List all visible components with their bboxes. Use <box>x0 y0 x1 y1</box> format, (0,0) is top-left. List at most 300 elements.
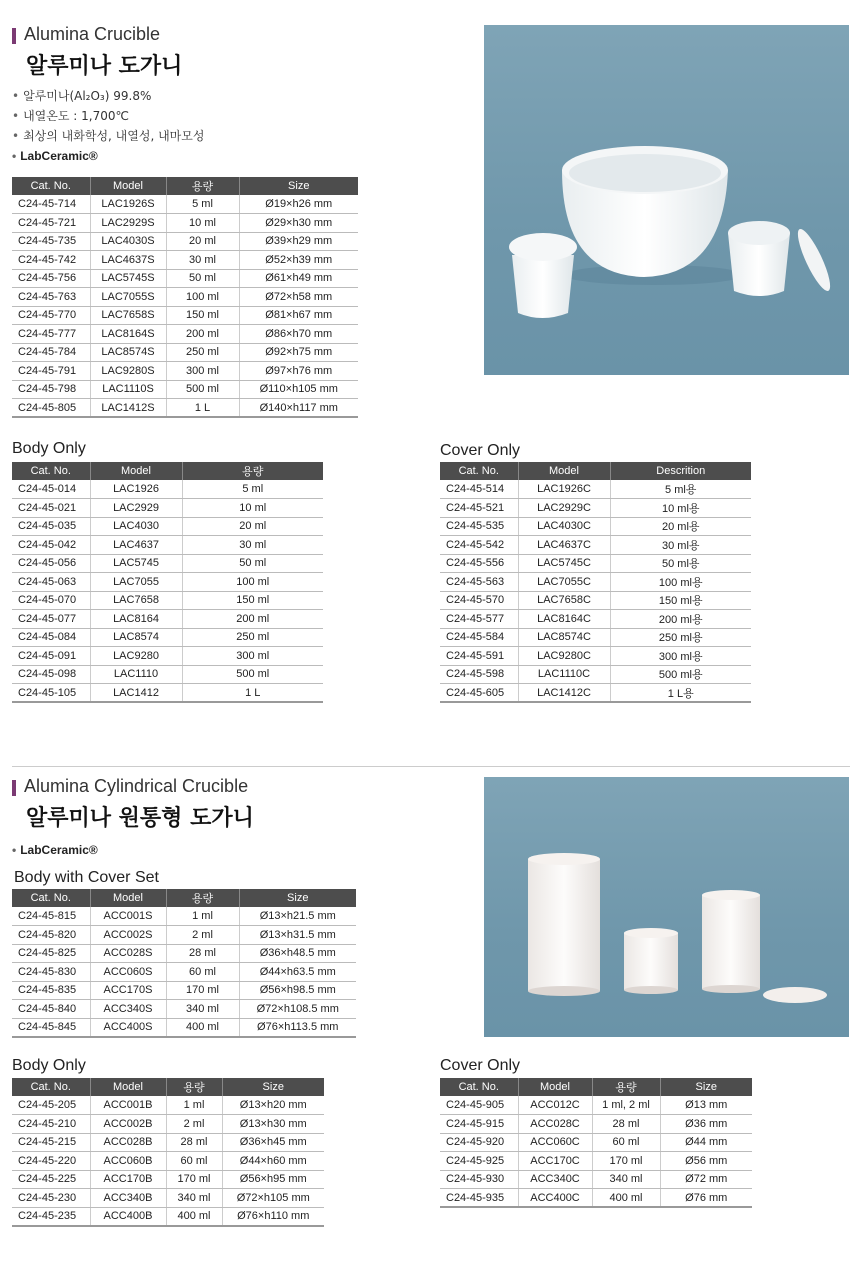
table-row <box>12 926 356 945</box>
column-header: Model <box>518 1078 592 1096</box>
value-cell: 1 ml, 2 ml <box>592 1096 660 1115</box>
value-cell: 2 ml <box>166 1115 222 1134</box>
column-header: 용량 <box>166 177 239 195</box>
value-cell: 150 ml용 <box>610 591 751 610</box>
model-cell: LAC8574C <box>518 628 610 647</box>
model-cell: LAC7658 <box>90 591 182 610</box>
value-cell: 250 ml <box>182 628 323 647</box>
model-cell: LAC8574S <box>90 343 166 362</box>
model-cell: LAC7658S <box>90 306 166 325</box>
column-header: Model <box>90 1078 166 1096</box>
table-row <box>440 573 751 592</box>
cat-no-cell: C24-45-210 <box>12 1115 90 1134</box>
value-cell: 150 ml <box>166 306 239 325</box>
cat-no-cell: C24-45-205 <box>12 1096 90 1115</box>
column-header: Cat. No. <box>12 177 90 195</box>
model-cell: LAC1110C <box>518 665 610 684</box>
model-cell: LAC2929C <box>518 499 610 518</box>
cat-no-cell: C24-45-925 <box>440 1152 518 1171</box>
value-cell: 1 ml <box>166 1096 222 1115</box>
table-row <box>12 1152 324 1171</box>
model-cell: LAC5745 <box>90 554 182 573</box>
section1-header <box>12 24 182 80</box>
value-cell: Ø44×h60 mm <box>222 1152 324 1171</box>
table-row <box>12 1115 324 1134</box>
table-row <box>440 1170 752 1189</box>
table-row <box>12 480 323 499</box>
value-cell: 170 ml <box>592 1152 660 1171</box>
cat-no-cell: C24-45-721 <box>12 214 90 233</box>
section2-title-ko: 알루미나 원통형 도가니 <box>26 806 254 831</box>
section1-title-en: Alumina Crucible <box>24 24 161 44</box>
cat-no-cell: C24-45-735 <box>12 232 90 251</box>
model-cell: LAC4637 <box>90 536 182 555</box>
value-cell: 5 ml용 <box>610 480 751 499</box>
table-row <box>440 536 751 555</box>
value-cell: 50 ml <box>182 554 323 573</box>
value-cell: Ø13×h20 mm <box>222 1096 324 1115</box>
column-header: Model <box>90 889 166 907</box>
cat-no-cell: C24-45-935 <box>440 1189 518 1208</box>
value-cell: 60 ml <box>592 1133 660 1152</box>
cat-no-cell: C24-45-070 <box>12 591 90 610</box>
table-row <box>440 628 751 647</box>
value-cell: 28 ml <box>166 1133 222 1152</box>
model-cell: LAC1110S <box>90 380 166 399</box>
section2-header <box>12 776 254 832</box>
cat-no-cell: C24-45-763 <box>12 288 90 307</box>
section2-body-only-title: Body Only <box>12 1057 86 1074</box>
cat-no-cell: C24-45-091 <box>12 647 90 666</box>
cat-no-cell: C24-45-756 <box>12 269 90 288</box>
column-header: Size <box>660 1078 752 1096</box>
bullet-material: • 알루미나(Al₂O₃) 99.8% <box>12 86 204 106</box>
table-row <box>12 1189 324 1208</box>
cat-no-cell: C24-45-835 <box>12 981 90 1000</box>
value-cell: Ø36 mm <box>660 1115 752 1134</box>
cat-no-cell: C24-45-605 <box>440 684 518 703</box>
section2-title-en: Alumina Cylindrical Crucible <box>24 776 249 796</box>
column-header: Model <box>518 462 610 480</box>
model-cell: LAC8574 <box>90 628 182 647</box>
table-row <box>12 232 358 251</box>
table-row <box>12 647 323 666</box>
model-cell: ACC340B <box>90 1189 166 1208</box>
section1-bullets <box>12 86 204 166</box>
model-cell: LAC8164 <box>90 610 182 629</box>
value-cell: 28 ml <box>166 944 239 963</box>
cat-no-cell: C24-45-805 <box>12 399 90 418</box>
table-row <box>440 499 751 518</box>
cat-no-cell: C24-45-556 <box>440 554 518 573</box>
bullet-temperature: • 내열온도 : 1,700℃ <box>12 106 204 126</box>
cat-no-cell: C24-45-584 <box>440 628 518 647</box>
cat-no-cell: C24-45-056 <box>12 554 90 573</box>
value-cell: Ø72 mm <box>660 1170 752 1189</box>
brand-label: • LabCeramic® <box>12 146 204 166</box>
cat-no-cell: C24-45-230 <box>12 1189 90 1208</box>
model-cell: LAC9280 <box>90 647 182 666</box>
table-row <box>12 399 358 418</box>
value-cell: 5 ml <box>182 480 323 499</box>
table-row <box>12 362 358 381</box>
value-cell: 340 ml <box>592 1170 660 1189</box>
section2-cover-only-table <box>440 1078 752 1208</box>
value-cell: 300 ml <box>182 647 323 666</box>
cat-no-cell: C24-45-905 <box>440 1096 518 1115</box>
model-cell: LAC9280C <box>518 647 610 666</box>
cat-no-cell: C24-45-825 <box>12 944 90 963</box>
table-row <box>12 380 358 399</box>
cat-no-cell: C24-45-591 <box>440 647 518 666</box>
table-row <box>440 517 751 536</box>
value-cell: Ø44 mm <box>660 1133 752 1152</box>
cat-no-cell: C24-45-777 <box>12 325 90 344</box>
value-cell: 2 ml <box>166 926 239 945</box>
table-row <box>12 517 323 536</box>
cat-no-cell: C24-45-791 <box>12 362 90 381</box>
table-row <box>12 195 358 214</box>
table-row <box>12 944 356 963</box>
model-cell: LAC2929 <box>90 499 182 518</box>
cat-no-cell: C24-45-035 <box>12 517 90 536</box>
section1-set-table <box>12 177 358 418</box>
value-cell: 500 ml <box>166 380 239 399</box>
value-cell: 340 ml <box>166 1000 239 1019</box>
value-cell: Ø76 mm <box>660 1189 752 1208</box>
value-cell: Ø44×h63.5 mm <box>239 963 356 982</box>
table-row <box>12 1096 324 1115</box>
model-cell: ACC400B <box>90 1207 166 1226</box>
value-cell: 400 ml <box>166 1018 239 1037</box>
model-cell: ACC060S <box>90 963 166 982</box>
value-cell: 300 ml용 <box>610 647 751 666</box>
cat-no-cell: C24-45-042 <box>12 536 90 555</box>
cat-no-cell: C24-45-235 <box>12 1207 90 1226</box>
cat-no-cell: C24-45-215 <box>12 1133 90 1152</box>
value-cell: 1 ml <box>166 907 239 926</box>
value-cell: Ø36×h45 mm <box>222 1133 324 1152</box>
model-cell: LAC1926S <box>90 195 166 214</box>
table-row <box>440 1133 752 1152</box>
model-cell: LAC1412C <box>518 684 610 703</box>
alumina-cylindrical-crucible-photo <box>484 777 849 1037</box>
model-cell: LAC1926C <box>518 480 610 499</box>
value-cell: Ø76×h110 mm <box>222 1207 324 1226</box>
value-cell: Ø13×h21.5 mm <box>239 907 356 926</box>
section2-bullets <box>12 840 98 860</box>
model-cell: ACC170C <box>518 1152 592 1171</box>
value-cell: Ø140×h117 mm <box>239 399 358 418</box>
value-cell: 20 ml <box>166 232 239 251</box>
section-divider <box>12 766 850 767</box>
model-cell: LAC1412 <box>90 684 182 703</box>
value-cell: 10 ml <box>166 214 239 233</box>
column-header: 용량 <box>182 462 323 480</box>
cat-no-cell: C24-45-820 <box>12 926 90 945</box>
value-cell: 400 ml <box>592 1189 660 1208</box>
value-cell: Ø86×h70 mm <box>239 325 358 344</box>
value-cell: 250 ml <box>166 343 239 362</box>
model-cell: LAC8164C <box>518 610 610 629</box>
model-cell: LAC8164S <box>90 325 166 344</box>
model-cell: LAC7055S <box>90 288 166 307</box>
cat-no-cell: C24-45-542 <box>440 536 518 555</box>
cat-no-cell: C24-45-845 <box>12 1018 90 1037</box>
table-row <box>12 907 356 926</box>
cat-no-cell: C24-45-077 <box>12 610 90 629</box>
value-cell: 30 ml <box>166 251 239 270</box>
value-cell: Ø97×h76 mm <box>239 362 358 381</box>
model-cell: ACC028B <box>90 1133 166 1152</box>
table-row <box>12 288 358 307</box>
model-cell: LAC4637C <box>518 536 610 555</box>
cat-no-cell: C24-45-220 <box>12 1152 90 1171</box>
table-row <box>440 610 751 629</box>
brand-label: • LabCeramic® <box>12 840 98 860</box>
value-cell: 400 ml <box>166 1207 222 1226</box>
column-header: Size <box>239 177 358 195</box>
cylindrical-crucible-illustration <box>484 777 849 1037</box>
value-cell: Ø72×h105 mm <box>222 1189 324 1208</box>
column-header: 용량 <box>166 1078 222 1096</box>
section1-cover-only-table <box>440 462 751 703</box>
table-row <box>440 1115 752 1134</box>
model-cell: LAC5745C <box>518 554 610 573</box>
column-header: Model <box>90 177 166 195</box>
table-row <box>12 536 323 555</box>
section-marker <box>12 28 16 44</box>
value-cell: 300 ml <box>166 362 239 381</box>
column-header: Cat. No. <box>12 889 90 907</box>
column-header: Model <box>90 462 182 480</box>
table-row <box>440 1189 752 1208</box>
value-cell: 170 ml <box>166 1170 222 1189</box>
table-row <box>12 1018 356 1037</box>
cat-no-cell: C24-45-598 <box>440 665 518 684</box>
model-cell: ACC170B <box>90 1170 166 1189</box>
value-cell: 100 ml <box>166 288 239 307</box>
value-cell: 100 ml용 <box>610 573 751 592</box>
model-cell: LAC4030S <box>90 232 166 251</box>
table-row <box>12 554 323 573</box>
cat-no-cell: C24-45-514 <box>440 480 518 499</box>
table-row <box>12 628 323 647</box>
model-cell: LAC7055C <box>518 573 610 592</box>
cat-no-cell: C24-45-021 <box>12 499 90 518</box>
model-cell: ACC028S <box>90 944 166 963</box>
model-cell: ACC002B <box>90 1115 166 1134</box>
value-cell: 1 L용 <box>610 684 751 703</box>
model-cell: ACC002S <box>90 926 166 945</box>
cat-no-cell: C24-45-714 <box>12 195 90 214</box>
value-cell: Ø13 mm <box>660 1096 752 1115</box>
section1-body-only-table <box>12 462 323 703</box>
table-row <box>12 306 358 325</box>
cat-no-cell: C24-45-815 <box>12 907 90 926</box>
value-cell: 170 ml <box>166 981 239 1000</box>
column-header: Cat. No. <box>12 1078 90 1096</box>
cat-no-cell: C24-45-521 <box>440 499 518 518</box>
table-row <box>12 325 358 344</box>
model-cell: ACC001B <box>90 1096 166 1115</box>
model-cell: ACC060C <box>518 1133 592 1152</box>
value-cell: 1 L <box>182 684 323 703</box>
section2-set-title: Body with Cover Set <box>14 869 159 886</box>
value-cell: 20 ml <box>182 517 323 536</box>
model-cell: LAC1926 <box>90 480 182 499</box>
value-cell: 10 ml <box>182 499 323 518</box>
value-cell: 60 ml <box>166 1152 222 1171</box>
value-cell: Ø76×h113.5 mm <box>239 1018 356 1037</box>
section1-title-ko: 알루미나 도가니 <box>26 54 183 79</box>
value-cell: 60 ml <box>166 963 239 982</box>
model-cell: ACC028C <box>518 1115 592 1134</box>
value-cell: Ø36×h48.5 mm <box>239 944 356 963</box>
table-row <box>440 480 751 499</box>
value-cell: Ø81×h67 mm <box>239 306 358 325</box>
cat-no-cell: C24-45-798 <box>12 380 90 399</box>
model-cell: LAC1110 <box>90 665 182 684</box>
table-row <box>440 665 751 684</box>
cat-no-cell: C24-45-784 <box>12 343 90 362</box>
column-header: Size <box>239 889 356 907</box>
column-header: Descrition <box>610 462 751 480</box>
value-cell: Ø39×h29 mm <box>239 232 358 251</box>
table-row <box>12 610 323 629</box>
value-cell: 250 ml용 <box>610 628 751 647</box>
model-cell: LAC1412S <box>90 399 166 418</box>
section2-cover-only-title: Cover Only <box>440 1057 521 1074</box>
section-marker <box>12 780 16 796</box>
value-cell: Ø52×h39 mm <box>239 251 358 270</box>
table-row <box>12 684 323 703</box>
cat-no-cell: C24-45-084 <box>12 628 90 647</box>
model-cell: ACC060B <box>90 1152 166 1171</box>
model-cell: LAC7658C <box>518 591 610 610</box>
table-row <box>12 665 323 684</box>
value-cell: 100 ml <box>182 573 323 592</box>
value-cell: 10 ml용 <box>610 499 751 518</box>
table-row <box>440 554 751 573</box>
value-cell: Ø56×h98.5 mm <box>239 981 356 1000</box>
value-cell: Ø29×h30 mm <box>239 214 358 233</box>
table-row <box>440 1152 752 1171</box>
value-cell: Ø13×h31.5 mm <box>239 926 356 945</box>
model-cell: ACC340S <box>90 1000 166 1019</box>
section2-set-table <box>12 889 356 1038</box>
value-cell: Ø13×h30 mm <box>222 1115 324 1134</box>
model-cell: ACC012C <box>518 1096 592 1115</box>
value-cell: 28 ml <box>592 1115 660 1134</box>
table-row <box>12 343 358 362</box>
table-row <box>12 573 323 592</box>
value-cell: Ø56 mm <box>660 1152 752 1171</box>
value-cell: 150 ml <box>182 591 323 610</box>
model-cell: ACC340C <box>518 1170 592 1189</box>
model-cell: LAC4637S <box>90 251 166 270</box>
table-row <box>440 647 751 666</box>
value-cell: Ø110×h105 mm <box>239 380 358 399</box>
section1-body-only-title: Body Only <box>12 440 86 457</box>
column-header: Cat. No. <box>440 1078 518 1096</box>
table-row <box>12 251 358 270</box>
value-cell: 200 ml <box>182 610 323 629</box>
value-cell: 500 ml <box>182 665 323 684</box>
column-header: 용량 <box>166 889 239 907</box>
cat-no-cell: C24-45-105 <box>12 684 90 703</box>
table-row <box>440 1096 752 1115</box>
cat-no-cell: C24-45-930 <box>440 1170 518 1189</box>
cat-no-cell: C24-45-570 <box>440 591 518 610</box>
model-cell: ACC400C <box>518 1189 592 1208</box>
column-header: 용량 <box>592 1078 660 1096</box>
model-cell: LAC7055 <box>90 573 182 592</box>
model-cell: ACC170S <box>90 981 166 1000</box>
section1-cover-only-title: Cover Only <box>440 442 521 459</box>
table-row <box>12 1133 324 1152</box>
cat-no-cell: C24-45-840 <box>12 1000 90 1019</box>
crucible-illustration <box>484 25 849 375</box>
cat-no-cell: C24-45-563 <box>440 573 518 592</box>
value-cell: 30 ml용 <box>610 536 751 555</box>
cat-no-cell: C24-45-535 <box>440 517 518 536</box>
value-cell: Ø56×h95 mm <box>222 1170 324 1189</box>
table-row <box>12 1170 324 1189</box>
model-cell: ACC001S <box>90 907 166 926</box>
value-cell: 200 ml <box>166 325 239 344</box>
column-header: Cat. No. <box>440 462 518 480</box>
table-row <box>12 1000 356 1019</box>
value-cell: Ø19×h26 mm <box>239 195 358 214</box>
model-cell: LAC9280S <box>90 362 166 381</box>
cat-no-cell: C24-45-225 <box>12 1170 90 1189</box>
value-cell: 5 ml <box>166 195 239 214</box>
value-cell: 30 ml <box>182 536 323 555</box>
column-header: Size <box>222 1078 324 1096</box>
table-row <box>12 981 356 1000</box>
bullet-resistance: • 최상의 내화학성, 내열성, 내마모성 <box>12 126 204 146</box>
table-row <box>12 269 358 288</box>
value-cell: Ø61×h49 mm <box>239 269 358 288</box>
table-row <box>12 1207 324 1226</box>
value-cell: Ø72×h58 mm <box>239 288 358 307</box>
value-cell: Ø72×h108.5 mm <box>239 1000 356 1019</box>
cat-no-cell: C24-45-014 <box>12 480 90 499</box>
model-cell: LAC5745S <box>90 269 166 288</box>
alumina-crucible-photo <box>484 25 849 375</box>
model-cell: LAC4030 <box>90 517 182 536</box>
table-row <box>12 499 323 518</box>
table-row <box>12 963 356 982</box>
value-cell: 340 ml <box>166 1189 222 1208</box>
value-cell: 1 L <box>166 399 239 418</box>
model-cell: LAC4030C <box>518 517 610 536</box>
cat-no-cell: C24-45-098 <box>12 665 90 684</box>
value-cell: 200 ml용 <box>610 610 751 629</box>
value-cell: 50 ml <box>166 269 239 288</box>
section2-body-only-table <box>12 1078 324 1227</box>
model-cell: LAC2929S <box>90 214 166 233</box>
table-row <box>440 684 751 703</box>
cat-no-cell: C24-45-742 <box>12 251 90 270</box>
cat-no-cell: C24-45-770 <box>12 306 90 325</box>
table-row <box>440 591 751 610</box>
table-row <box>12 214 358 233</box>
table-row <box>12 591 323 610</box>
value-cell: Ø92×h75 mm <box>239 343 358 362</box>
model-cell: ACC400S <box>90 1018 166 1037</box>
